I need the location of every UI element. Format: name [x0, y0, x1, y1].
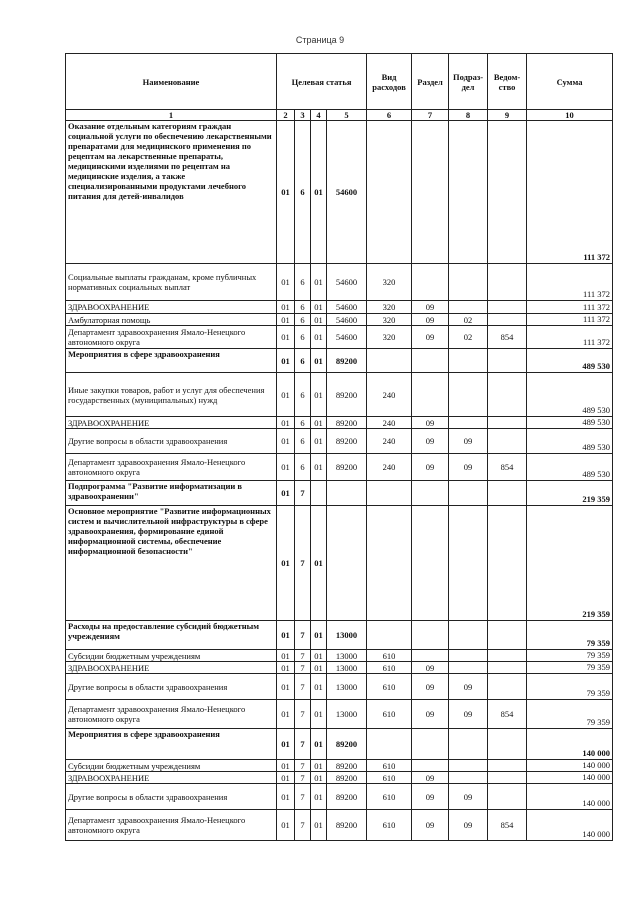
- table-row: [66, 481, 613, 506]
- subsection-code: [449, 481, 488, 506]
- expense-type-code: [367, 481, 412, 506]
- target-code-1: 01: [277, 349, 295, 373]
- target-code-3: 01: [311, 326, 327, 349]
- row-name: Другие вопросы в области здравоохранения: [66, 674, 277, 700]
- subsection-code: [449, 772, 488, 784]
- table-row: [66, 810, 613, 841]
- expense-type-code: 610: [367, 810, 412, 841]
- column-number: 10: [527, 110, 613, 121]
- department-code: [488, 650, 527, 662]
- subsection-code: [449, 417, 488, 429]
- row-name: ЗДРАВООХРАНЕНИЕ: [66, 662, 277, 674]
- subsection-code: [449, 662, 488, 674]
- target-code-1: 01: [277, 301, 295, 314]
- column-number: 7: [412, 110, 449, 121]
- target-code-1: 01: [277, 772, 295, 784]
- subsection-code: [449, 729, 488, 760]
- table-row: [66, 314, 613, 326]
- subsection-code: [449, 349, 488, 373]
- section-code: 09: [412, 662, 449, 674]
- target-code-3: 01: [311, 760, 327, 772]
- target-code-2: 6: [295, 454, 311, 481]
- table-row: [66, 264, 613, 301]
- row-name: Другие вопросы в области здравоохранения: [66, 784, 277, 810]
- target-code-4: [327, 506, 367, 621]
- department-code: [488, 760, 527, 772]
- table-body: [66, 121, 613, 841]
- target-code-4: 89200: [327, 373, 367, 417]
- column-number: 2: [277, 110, 295, 121]
- target-code-3: 01: [311, 784, 327, 810]
- target-code-3: 01: [311, 301, 327, 314]
- target-code-1: 01: [277, 506, 295, 621]
- target-code-3: 01: [311, 429, 327, 454]
- amount-value: 79 359: [527, 621, 613, 650]
- target-code-3: 01: [311, 810, 327, 841]
- row-name: Другие вопросы в области здравоохранения: [66, 429, 277, 454]
- target-code-2: 7: [295, 760, 311, 772]
- target-code-1: 01: [277, 674, 295, 700]
- target-code-2: 6: [295, 373, 311, 417]
- subsection-code: [449, 301, 488, 314]
- row-name: Департамент здравоохранения Ямало-Ненецкого автономного округа: [66, 454, 277, 481]
- header-subsection: Подраз- дел: [449, 54, 488, 110]
- expense-type-code: 610: [367, 662, 412, 674]
- target-code-1: 01: [277, 417, 295, 429]
- target-code-2: 7: [295, 784, 311, 810]
- section-code: [412, 121, 449, 264]
- target-code-3: 01: [311, 650, 327, 662]
- subsection-code: [449, 121, 488, 264]
- amount-value: 140 000: [527, 772, 613, 784]
- table-row: [66, 760, 613, 772]
- amount-value: 79 359: [527, 700, 613, 729]
- table-row: [66, 373, 613, 417]
- table-row: [66, 506, 613, 621]
- expense-type-code: 240: [367, 454, 412, 481]
- row-name: Иные закупки товаров, работ и услуг для обеспечения государственных (муниципальных) нужд: [66, 373, 277, 417]
- amount-value: 140 000: [527, 810, 613, 841]
- subsection-code: 09: [449, 810, 488, 841]
- expense-type-code: 320: [367, 301, 412, 314]
- target-code-3: 01: [311, 454, 327, 481]
- target-code-4: 13000: [327, 662, 367, 674]
- target-code-4: 13000: [327, 621, 367, 650]
- target-code-3: 01: [311, 700, 327, 729]
- row-name: Департамент здравоохранения Ямало-Ненецкого автономного округа: [66, 326, 277, 349]
- section-code: [412, 650, 449, 662]
- header-target-article: Целевая статья: [277, 54, 367, 110]
- target-code-4: 13000: [327, 700, 367, 729]
- target-code-3: 01: [311, 772, 327, 784]
- department-code: [488, 784, 527, 810]
- target-code-1: 01: [277, 729, 295, 760]
- target-code-4: 54600: [327, 314, 367, 326]
- department-code: 854: [488, 326, 527, 349]
- section-code: [412, 729, 449, 760]
- target-code-4: 89200: [327, 772, 367, 784]
- amount-value: 219 359: [527, 481, 613, 506]
- row-name: Департамент здравоохранения Ямало-Ненецкого автономного округа: [66, 700, 277, 729]
- row-name: Подпрограмма "Развитие информатизации в здравоохранении": [66, 481, 277, 506]
- expense-type-code: [367, 621, 412, 650]
- header-department: Ведом- ство: [488, 54, 527, 110]
- target-code-4: 13000: [327, 650, 367, 662]
- section-code: 09: [412, 674, 449, 700]
- target-code-4: 89200: [327, 454, 367, 481]
- target-code-2: 7: [295, 662, 311, 674]
- target-code-2: 6: [295, 326, 311, 349]
- subsection-code: [449, 506, 488, 621]
- target-code-4: 54600: [327, 121, 367, 264]
- target-code-2: 7: [295, 700, 311, 729]
- table-row: [66, 674, 613, 700]
- department-code: [488, 506, 527, 621]
- amount-value: 489 530: [527, 454, 613, 481]
- table-row: [66, 326, 613, 349]
- target-code-2: 7: [295, 481, 311, 506]
- amount-value: 79 359: [527, 662, 613, 674]
- target-code-2: 7: [295, 772, 311, 784]
- amount-value: 111 372: [527, 314, 613, 326]
- header-name: Наименование: [66, 54, 277, 110]
- department-code: [488, 417, 527, 429]
- target-code-4: 89200: [327, 417, 367, 429]
- expense-type-code: 610: [367, 700, 412, 729]
- table-row: [66, 454, 613, 481]
- target-code-3: 01: [311, 264, 327, 301]
- target-code-1: 01: [277, 314, 295, 326]
- target-code-3: 01: [311, 349, 327, 373]
- table-row: [66, 121, 613, 264]
- row-name: Мероприятия в сфере здравоохранения: [66, 349, 277, 373]
- subsection-code: 09: [449, 674, 488, 700]
- row-name: Департамент здравоохранения Ямало-Ненецкого автономного округа: [66, 810, 277, 841]
- expense-type-code: [367, 729, 412, 760]
- amount-value: 140 000: [527, 784, 613, 810]
- row-name: Субсидии бюджетным учреждениям: [66, 650, 277, 662]
- section-code: [412, 760, 449, 772]
- subsection-code: 09: [449, 429, 488, 454]
- target-code-1: 01: [277, 662, 295, 674]
- column-number: 3: [295, 110, 311, 121]
- amount-value: 489 530: [527, 417, 613, 429]
- section-code: 09: [412, 772, 449, 784]
- expense-type-code: 610: [367, 772, 412, 784]
- expense-type-code: 240: [367, 373, 412, 417]
- target-code-3: 01: [311, 121, 327, 264]
- target-code-2: 7: [295, 650, 311, 662]
- subsection-code: 02: [449, 314, 488, 326]
- target-code-1: 01: [277, 326, 295, 349]
- subsection-code: 09: [449, 784, 488, 810]
- amount-value: 111 372: [527, 264, 613, 301]
- table-row: [66, 417, 613, 429]
- section-code: 09: [412, 810, 449, 841]
- row-name: ЗДРАВООХРАНЕНИЕ: [66, 417, 277, 429]
- table-row: [66, 429, 613, 454]
- target-code-3: 01: [311, 314, 327, 326]
- section-code: 09: [412, 454, 449, 481]
- department-code: [488, 301, 527, 314]
- section-code: [412, 481, 449, 506]
- expense-type-code: 320: [367, 314, 412, 326]
- target-code-4: 89200: [327, 810, 367, 841]
- table-row: [66, 784, 613, 810]
- target-code-4: 54600: [327, 301, 367, 314]
- expense-type-code: [367, 506, 412, 621]
- section-code: 09: [412, 326, 449, 349]
- section-code: 09: [412, 314, 449, 326]
- header-amount: Сумма: [527, 54, 613, 110]
- section-code: [412, 349, 449, 373]
- column-number: 9: [488, 110, 527, 121]
- expense-type-code: 240: [367, 417, 412, 429]
- department-code: [488, 121, 527, 264]
- department-code: [488, 621, 527, 650]
- amount-value: 111 372: [527, 121, 613, 264]
- target-code-2: 7: [295, 729, 311, 760]
- section-code: 09: [412, 429, 449, 454]
- department-code: [488, 349, 527, 373]
- expense-type-code: 320: [367, 326, 412, 349]
- row-name: ЗДРАВООХРАНЕНИЕ: [66, 301, 277, 314]
- column-number: 5: [327, 110, 367, 121]
- target-code-3: [311, 481, 327, 506]
- target-code-2: 7: [295, 674, 311, 700]
- target-code-4: 54600: [327, 326, 367, 349]
- target-code-1: 01: [277, 264, 295, 301]
- subsection-code: [449, 621, 488, 650]
- subsection-code: [449, 264, 488, 301]
- department-code: [488, 314, 527, 326]
- target-code-4: 89200: [327, 760, 367, 772]
- target-code-4: [327, 481, 367, 506]
- column-number: 4: [311, 110, 327, 121]
- target-code-2: 7: [295, 621, 311, 650]
- row-name: ЗДРАВООХРАНЕНИЕ: [66, 772, 277, 784]
- target-code-2: 6: [295, 417, 311, 429]
- department-code: [488, 674, 527, 700]
- table-row: [66, 772, 613, 784]
- target-code-2: 6: [295, 314, 311, 326]
- department-code: [488, 772, 527, 784]
- target-code-1: 01: [277, 700, 295, 729]
- target-code-3: 01: [311, 373, 327, 417]
- target-code-3: 01: [311, 729, 327, 760]
- amount-value: 140 000: [527, 760, 613, 772]
- expense-type-code: [367, 349, 412, 373]
- expense-type-code: 610: [367, 650, 412, 662]
- column-number-row: [66, 110, 613, 121]
- target-code-4: 54600: [327, 264, 367, 301]
- department-code: 854: [488, 700, 527, 729]
- table-row: [66, 729, 613, 760]
- header-expense-type: Вид расходов: [367, 54, 412, 110]
- department-code: [488, 373, 527, 417]
- subsection-code: 02: [449, 326, 488, 349]
- subsection-code: [449, 760, 488, 772]
- target-code-2: 7: [295, 810, 311, 841]
- target-code-1: 01: [277, 760, 295, 772]
- department-code: [488, 481, 527, 506]
- subsection-code: [449, 650, 488, 662]
- row-name: Расходы на предоставление субсидий бюджетным учреждениям: [66, 621, 277, 650]
- row-name: Оказание отдельным категориям граждан социальной услуги по обеспечению лекарственными препаратами для медицинского применения по рецептам на лекарственные препараты, медицинскими изделиями по рецептам на медицинские изделия, а также специализированными продуктами лечебного питания для детей-инвалидов: [66, 121, 277, 264]
- target-code-2: 6: [295, 301, 311, 314]
- section-code: [412, 373, 449, 417]
- target-code-1: 01: [277, 373, 295, 417]
- amount-value: 79 359: [527, 650, 613, 662]
- target-code-4: 89200: [327, 349, 367, 373]
- target-code-3: 01: [311, 621, 327, 650]
- section-code: 09: [412, 784, 449, 810]
- department-code: 854: [488, 810, 527, 841]
- amount-value: 111 372: [527, 326, 613, 349]
- row-name: Субсидии бюджетным учреждениям: [66, 760, 277, 772]
- expense-type-code: [367, 121, 412, 264]
- target-code-2: 7: [295, 506, 311, 621]
- page-number-label: Страница 9: [295, 35, 345, 45]
- target-code-1: 01: [277, 429, 295, 454]
- target-code-4: 89200: [327, 784, 367, 810]
- target-code-2: 6: [295, 349, 311, 373]
- table-row: [66, 650, 613, 662]
- target-code-2: 6: [295, 121, 311, 264]
- target-code-3: 01: [311, 662, 327, 674]
- target-code-1: 01: [277, 784, 295, 810]
- table-row: [66, 301, 613, 314]
- amount-value: 219 359: [527, 506, 613, 621]
- target-code-1: 01: [277, 481, 295, 506]
- table-row: [66, 662, 613, 674]
- expense-type-code: 610: [367, 784, 412, 810]
- subsection-code: 09: [449, 454, 488, 481]
- department-code: [488, 264, 527, 301]
- column-number: 8: [449, 110, 488, 121]
- row-name: Основное мероприятие "Развитие информационных систем и вычислительной инфраструктуры в сфере здравоохранения, формирование единой информационной системы, обеспечение информационной безопасности": [66, 506, 277, 621]
- target-code-2: 6: [295, 429, 311, 454]
- target-code-1: 01: [277, 454, 295, 481]
- header-row: [66, 54, 613, 110]
- column-number: 6: [367, 110, 412, 121]
- amount-value: 140 000: [527, 729, 613, 760]
- expense-type-code: 320: [367, 264, 412, 301]
- target-code-1: 01: [277, 121, 295, 264]
- expense-type-code: 610: [367, 760, 412, 772]
- amount-value: 111 372: [527, 301, 613, 314]
- table-row: [66, 621, 613, 650]
- department-code: 854: [488, 454, 527, 481]
- target-code-4: 89200: [327, 729, 367, 760]
- expense-type-code: 610: [367, 674, 412, 700]
- target-code-3: 01: [311, 506, 327, 621]
- amount-value: 489 530: [527, 373, 613, 417]
- department-code: [488, 729, 527, 760]
- expense-type-code: 240: [367, 429, 412, 454]
- subsection-code: [449, 373, 488, 417]
- target-code-2: 6: [295, 264, 311, 301]
- amount-value: 79 359: [527, 674, 613, 700]
- row-name: Мероприятия в сфере здравоохранения: [66, 729, 277, 760]
- section-code: [412, 506, 449, 621]
- row-name: Социальные выплаты гражданам, кроме публичных нормативных социальных выплат: [66, 264, 277, 301]
- target-code-4: 13000: [327, 674, 367, 700]
- header-section: Раздел: [412, 54, 449, 110]
- target-code-1: 01: [277, 621, 295, 650]
- row-name: Амбулаторная помощь: [66, 314, 277, 326]
- column-number: 1: [66, 110, 277, 121]
- target-code-4: 89200: [327, 429, 367, 454]
- budget-table: [65, 53, 613, 841]
- table-row: [66, 700, 613, 729]
- amount-value: 489 530: [527, 349, 613, 373]
- department-code: [488, 429, 527, 454]
- section-code: [412, 264, 449, 301]
- section-code: 09: [412, 417, 449, 429]
- section-code: 09: [412, 301, 449, 314]
- table-row: [66, 349, 613, 373]
- target-code-3: 01: [311, 417, 327, 429]
- subsection-code: 09: [449, 700, 488, 729]
- target-code-3: 01: [311, 674, 327, 700]
- department-code: [488, 662, 527, 674]
- target-code-1: 01: [277, 810, 295, 841]
- amount-value: 489 530: [527, 429, 613, 454]
- section-code: [412, 621, 449, 650]
- target-code-1: 01: [277, 650, 295, 662]
- section-code: 09: [412, 700, 449, 729]
